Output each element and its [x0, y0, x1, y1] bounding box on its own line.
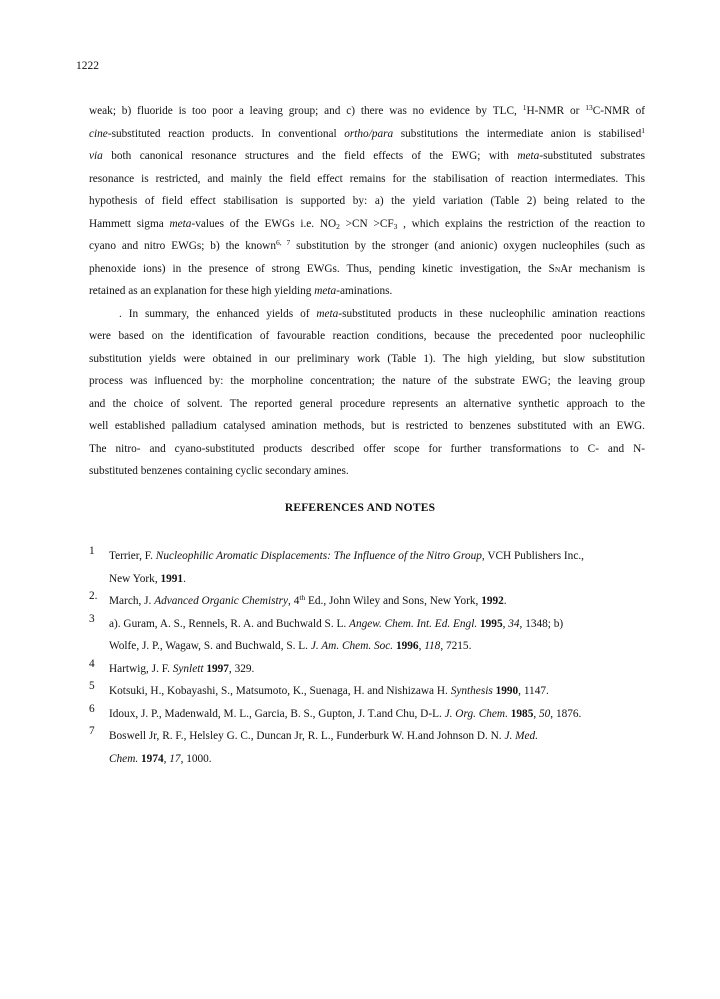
- reference-number: 6: [89, 702, 95, 715]
- reference-item: 5 Kotsuki, H., Kobayashi, S., Matsumoto, K., Suenaga, H. and Nishizawa H. Synthesis 1990, 1147.: [89, 680, 549, 697]
- text-line: hypothesis of field effect stabilisation is supported by: a) the yield variation (Table 2) being related to the: [89, 195, 645, 207]
- text-line: process was influenced by: the morpholine concentration; the nature of the substrate EWG; the leaving group: [89, 375, 645, 387]
- paragraph-2: [89, 303, 645, 483]
- text-line: phenoxide ions) in the presence of strong EWGs. Thus, pending kinetic investigation, the SNAr mechanism is: [89, 262, 645, 275]
- text-line: The nitro- and cyano-substituted products described offer scope for further transformations to C- and N-: [89, 442, 645, 455]
- text-line: retained as an explanation for these high yielding meta-aminations.: [89, 285, 393, 297]
- reference-number: 4: [89, 657, 95, 670]
- reference-item: 1 Terrier, F. Nucleophilic Aromatic Displacements: The Influence of the Nitro Group, VCH Publishers Inc., New York, 1991.: [89, 545, 584, 585]
- references-list: [89, 545, 649, 770]
- page-number: 1222: [76, 60, 99, 72]
- text-line: were based on the identification of favourable reaction conditions, because the precedented poor nucleophilic: [89, 330, 645, 342]
- reference-number: 7: [89, 725, 95, 737]
- body-text: [89, 100, 645, 483]
- reference-item: 7 Boswell Jr, R. F., Helsley G. C., Duncan Jr, R. L., Funderburk W. H.and Johnson D. N. J. Med. Chem. 1974, 17, 1000.: [89, 725, 539, 765]
- text-line: via both canonical resonance structures and the field effects of the EWG; with meta-substituted substrates: [89, 150, 645, 162]
- text-line: substituted benzenes containing cyclic secondary amines.: [89, 465, 349, 477]
- paragraph-1: [89, 100, 645, 303]
- text-line: and the choice of solvent. The reported general procedure represents an alternative synthetic approach to the: [89, 397, 645, 410]
- text-line: weak; b) fluoride is too poor a leaving group; and c) there was no evidence by TLC, $^1$H-NMR or $^{13}$C-NMR of: [89, 103, 645, 117]
- text-line: cyano and nitro EWGs; b) the known$^{6, 7}$ substitution by the stronger (and anionic) oxygen nucleophiles (such as: [89, 238, 646, 252]
- reference-number: 3: [89, 612, 95, 625]
- reference-item: 6 Idoux, J. P., Madenwald, M. L., Garcia, B. S., Gupton, J. T.and Chu, D-L. J. Org. Chem. 1985, 50, 1876.: [89, 702, 582, 720]
- text-line: well established palladium catalysed amination methods, but is restricted to benzenes substituted with an EWG.: [89, 420, 645, 432]
- text-line: cine-substituted reaction products. In conventional ortho/para substitutions the intermediate anion is stabilised$^1$: [89, 125, 645, 140]
- reference-number: 5: [89, 680, 95, 692]
- reference-item: 2. March, J. Advanced Organic Chemistry, 4th Ed., John Wiley and Sons, New York, 1992.: [89, 590, 507, 607]
- text-line: Hammett sigma meta-values of the EWGs i.e. $NO_2 >CN >CF_3$ , which explains the restriction of the reaction to: [89, 217, 645, 231]
- reference-item: 4 Hartwig, J. F. Synlett 1997, 329.: [89, 657, 255, 675]
- text-line: resonance is restricted, and mainly the field effect remains for the stabilisation of reaction intermediates. This: [89, 172, 645, 185]
- reference-number: 2.: [89, 590, 98, 602]
- reference-number: 1: [89, 545, 95, 557]
- text-line: . In summary, the enhanced yields of meta-substituted products in these nucleophilic amination reactions: [119, 307, 646, 320]
- text-line: substitution yields were obtained in our preliminary work (Table 1). The high yielding, but slow substitution: [89, 352, 645, 365]
- reference-item: 3 a). Guram, A. S., Rennels, R. A. and Buchwald S. L. Angew. Chem. Int. Ed. Engl. 1995, 34, 1348; b) Wolfe, J. P., Wagaw, S. and Buchwald, S. L. J. Am. Chem. Soc. 1996, 118, 7215.: [89, 612, 564, 652]
- references-heading: REFERENCES AND NOTES: [284, 502, 436, 514]
